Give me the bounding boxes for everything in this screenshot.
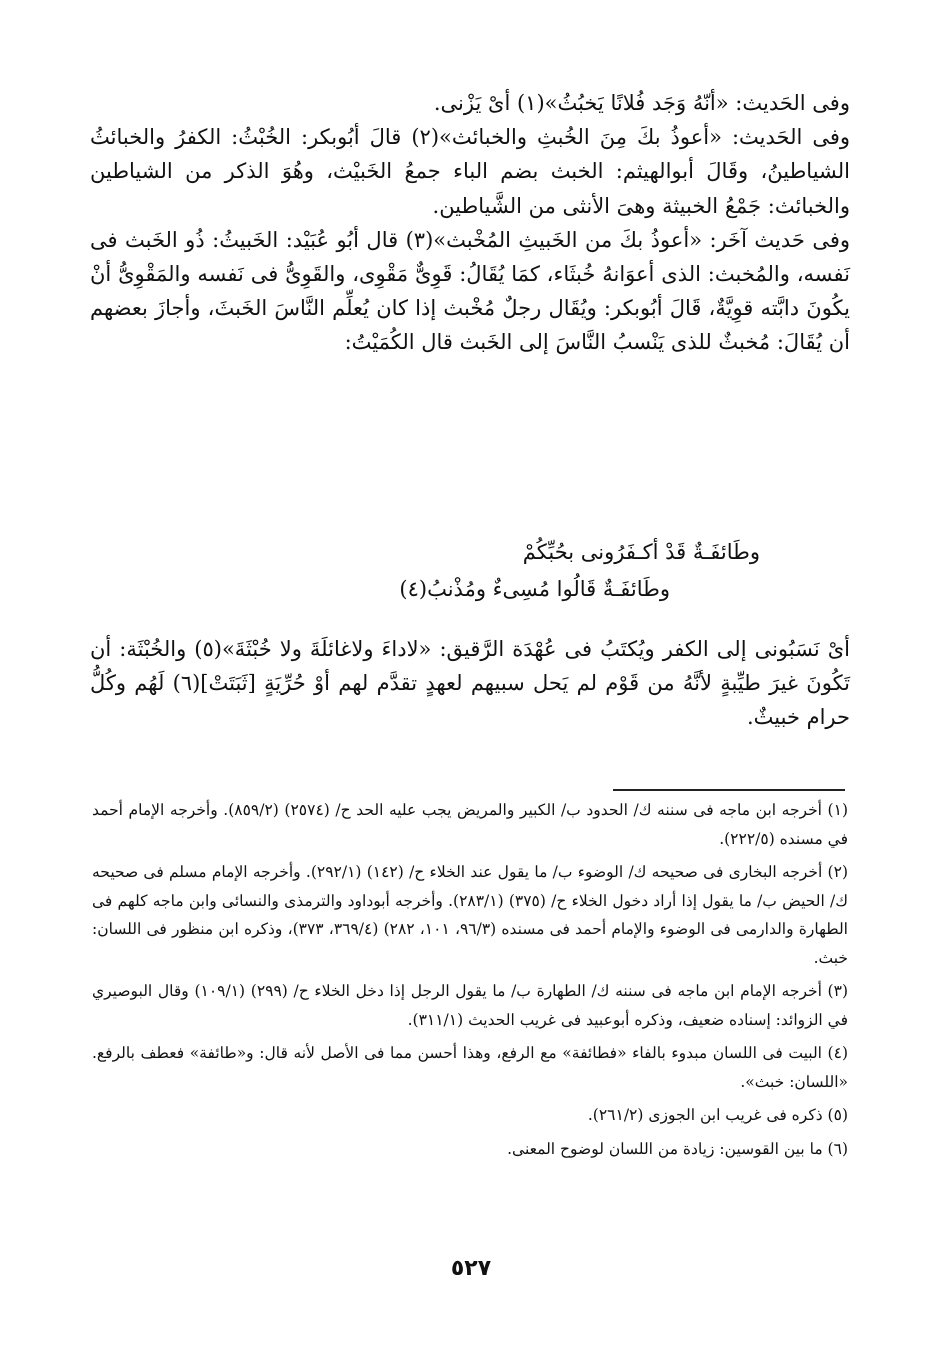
footnote-2: (٢) أخرجه البخارى فى صحيحه ك/ الوضوء ب/ ما يقول عند الخلاء ح/ (١٤٢) (٢٩٢/١). وأخرجه الإمام مسلم فى صحيحه ك/ الحيض ب/ ما يقول إذا أراد دخول الخلاء ح/ (٣٧٥) (٢٨٣/١). وأخرجه أبوداود والترمذى والنسائى وابن ماجه كلهم فى الطهارة والدارمى فى الوضوء والإمام أحمد فى مسنده (٩٦/٣، ١٠١، ٢٨٢) (٣٦٩/٤، ٣٧٣)، وذكره ابن منظور فى اللسان: خبث. bbox=[92, 863, 848, 967]
footnote-6: (٦) ما بين القوسين: زيادة من اللسان لوضوح المعنى. bbox=[507, 1139, 848, 1158]
footnote-separator bbox=[613, 789, 845, 791]
main-text-continued bbox=[90, 632, 850, 735]
footnotes bbox=[92, 796, 848, 1168]
verse-line-1: وطَائفَـةٌ قَدْ أكـفَرُونى بحُبِّكُمْ bbox=[522, 540, 760, 564]
paragraph-4: أىْ نَسَبُونى إلى الكفر ويُكتَبُ فى عُهْدَة الرَّقيق: «لاداءَ ولاغائلَةَ ولا خُبْثَةَ»(٥) والخُبْثَة: أن تَكُونَ غيرَ طيِّبةٍ لأنَّهُ من قَوْم لم يَحل سبيهم لعهدٍ تقدَّم لهم أوْ حُرِّيَةٍ [ثَبَتَتْ](٦) لَهُم وكُلُّ حرام خبيثٌ. bbox=[90, 637, 851, 730]
paragraph-2: وفى الحَديث: «أعوذُ بكَ مِنَ الخُبثِ والخبائث»(٢) قالَ أبُوبكر: الخُبْثُ: الكفرُ والخبائثُ الشياطينُ، وقَالَ أبوالهيثم: الخبث بضم الباء جمعُ الخَبيْث، وهُوَ الذكر من الشياطين والخبائث: جَمْعُ الخبيثة وهىَ الأنثى من الشَّياطين. bbox=[90, 125, 851, 218]
footnote-3: (٣) أخرجه الإمام ابن ماجه فى سننه ك/ الطهارة ب/ ما يقول الرجل إذا دخل الخلاء ح/ (٢٩٩) (١٠٩/١) وقال البوصيري في الزوائد: إسناده ضعيف، وذكره أبوعبيد فى غريب الحديث (٣١١/١). bbox=[92, 982, 848, 1029]
footnote-1: (١) أخرجه ابن ماجه فى سننه ك/ الحدود ب/ الكبير والمريض يجب عليه الحد ح/ (٢٥٧٤) (٨٥٩/٢). وأخرجه الإمام أحمد في مسنده (٢٢٢/٥). bbox=[92, 801, 848, 848]
paragraph-3: وفى حَديث آخَر: «أعوذُ بكَ من الخَبيثِ المُخْبث»(٣) قال أبُو عُبَيْد: الخَبيثُ: ذُو الخَبث فى نَفسه، والمُخبث: الذى أعوَانهُ خُبثَاء، كمَا يُقَالُ: قَوِىٌّ مَقْوِى، والقَوِىُّ فى نَفسه والمَقْوِىُّ أنْ يكُونَ دابَّته قوِيَّةٌ، قَالَ أبُوبكر: ويُقَال رجلٌ مُخْبث إذا كان يُعلِّم النَّاسَ الخَبثَ، وأجازَ بعضهم أن يُقَالَ: مُخبثٌ للذى يَنْسبُ النَّاسَ إلى الخَبث قال الكُمَيْتُ: bbox=[90, 227, 851, 355]
footnote-4: (٤) البيت فى اللسان مبدوء بالفاء «فطائفة» مع الرفع، وهذا أحسن مما فى الأصل لأنه قال: و«طائفة» فعطف بالرفع. «اللسان: خبث». bbox=[92, 1044, 848, 1091]
main-text bbox=[90, 86, 850, 360]
page-number: ٥٢٧ bbox=[450, 1256, 492, 1281]
footnote-5: (٥) ذكره فى غريب ابن الجوزى (٢٦١/٢). bbox=[587, 1106, 848, 1124]
verse-line-2: وطَائفَـةٌ قَالُوا مُسِىءٌ ومُذْنبُ(٤) bbox=[399, 577, 670, 601]
paragraph-1: وفى الحَديث: «أنّهُ وَجَد فُلانًا يَخبُثُ»(١) أىْ يَزْنى. bbox=[433, 91, 850, 115]
